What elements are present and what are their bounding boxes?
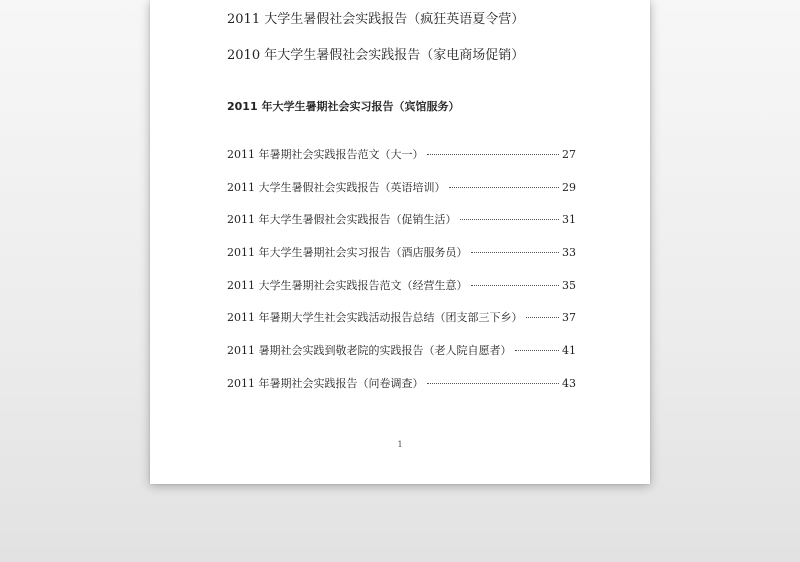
toc-entry-title: 2011 年大学生暑期社会实习报告（酒店服务员） xyxy=(227,246,468,260)
toc-leader-dots xyxy=(471,252,560,253)
toc-entry-title: 2011 大学生暑假社会实践报告（英语培训） xyxy=(227,180,446,194)
toc-entry[interactable] xyxy=(227,342,576,375)
toc-leader-dots xyxy=(471,285,560,286)
toc-entry-page: 41 xyxy=(562,344,576,358)
toc-entry-page: 33 xyxy=(562,246,576,260)
toc-leader-dots xyxy=(427,154,560,155)
toc-entry[interactable] xyxy=(227,179,576,212)
toc-entry[interactable] xyxy=(227,244,576,277)
toc-entry-title: 2011 年暑期社会实践报告范文（大一） xyxy=(227,148,424,161)
toc-entry-title: 2011 年暑期社会实践报告（问卷调查） xyxy=(227,376,424,390)
table-of-contents xyxy=(227,146,576,408)
toc-entry-title: 2011 年大学生暑假社会实践报告（促销生活） xyxy=(227,213,457,227)
heading-appliance-promo: 2010 年大学生暑假社会实践报告（家电商场促销） xyxy=(227,48,525,63)
toc-leader-dots xyxy=(515,350,560,351)
toc-leader-dots xyxy=(460,219,560,220)
toc-leader-dots xyxy=(427,383,560,384)
toc-entry[interactable] xyxy=(227,277,576,310)
toc-entry-page: 37 xyxy=(562,311,576,325)
toc-entry-title: 2011 暑期社会实践到敬老院的实践报告（老人院自愿者） xyxy=(227,344,512,358)
toc-entry-title: 2011 年暑期大学生社会实践活动报告总结（团支部三下乡） xyxy=(227,311,523,325)
document-page xyxy=(150,0,650,484)
toc-entry[interactable] xyxy=(227,309,576,342)
toc-leader-dots xyxy=(526,317,560,318)
toc-entry[interactable] xyxy=(227,211,576,244)
toc-entry-page: 35 xyxy=(562,278,576,292)
heading-hotel-service: 2011 年大学生暑期社会实习报告（宾馆服务） xyxy=(227,100,460,113)
heading-english-camp: 2011 大学生暑假社会实践报告（疯狂英语夏令营） xyxy=(227,12,525,27)
toc-entry-page: 27 xyxy=(562,148,576,161)
toc-entry-page: 31 xyxy=(562,213,576,227)
toc-entry[interactable] xyxy=(227,146,576,179)
toc-entry[interactable] xyxy=(227,375,576,408)
toc-leader-dots xyxy=(449,187,560,188)
page-number: 1 xyxy=(397,440,403,449)
toc-entry-title: 2011 大学生暑期社会实践报告范文（经营生意） xyxy=(227,278,468,292)
toc-entry-page: 29 xyxy=(562,180,576,194)
toc-entry-page: 43 xyxy=(562,376,576,390)
